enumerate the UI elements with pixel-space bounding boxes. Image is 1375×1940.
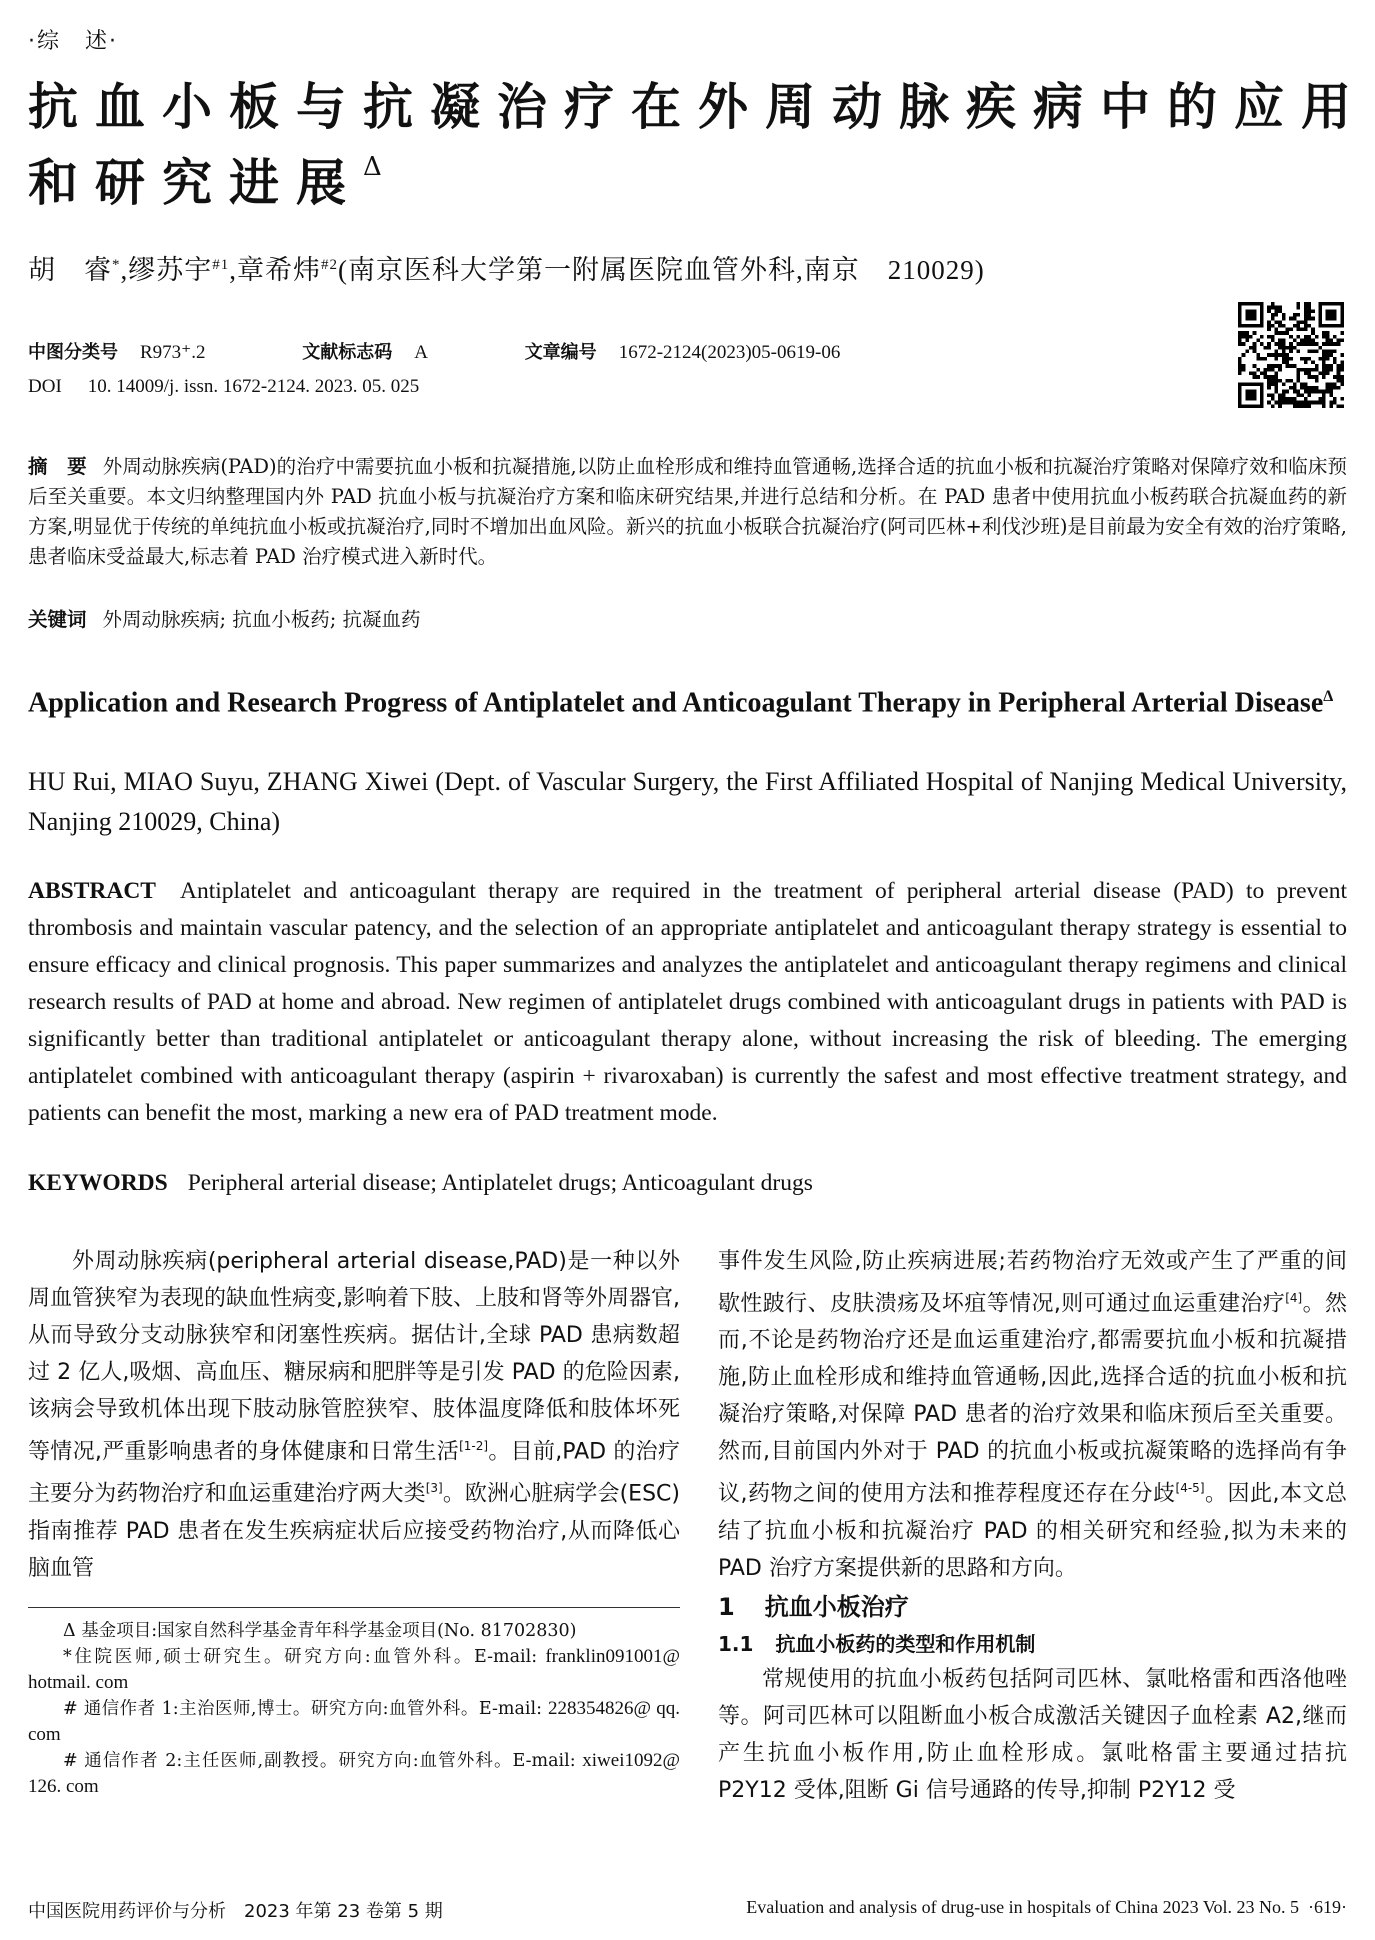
keywords-en-text: Peripheral arterial disease; Antiplatelet drugs; Anticoagulant drugs — [187, 1170, 813, 1196]
doc-code-label: 文献标志码 — [302, 342, 393, 363]
footnote-divider — [28, 1607, 680, 1608]
paragraph: 外周动脉疾病(peripheral arterial disease,PAD)是一种以外周血管狭窄为表现的缺血性病变,影响着下肢、上肢和肾等外周器官,从而导致分支动脉狭窄和闭塞性疾病。据估计,全球 PAD 患病数超过 2 亿人,吸烟、高血压、糖尿病和肥胖等是引发 PAD 的危险因素,该病会导致机体出现下肢动脉管腔狭窄、肢体温度降低和肢体坏死等情况,严重影响患者的身体健康和日常生活[1-2]。目前,PAD 的治疗主要分为药物治疗和血运重建治疗两大类[3]。欧洲心脏病学会(ESC)指南推荐 PAD 患者在发生疾病症状后应接受药物治疗,从而降低心脑血管 — [28, 1249, 680, 1581]
doi-value: 10. 14009/j. issn. 1672-2124. 2023. 05. 025 — [87, 376, 420, 397]
section-heading-1-1: 1.1 抗血小板药的类型和作用机制 — [718, 1631, 1036, 1656]
qr-code-graphic — [1238, 302, 1344, 408]
clc-value: R973⁺.2 — [140, 342, 206, 363]
footer-journal-cn: 中国医院用药评价与分析 2023 年第 23 卷第 5 期 — [28, 1901, 443, 1922]
article-no-value: 1672-2124(2023)05-0619-06 — [618, 342, 841, 363]
footnote-corr2: # 通信作者 2:主任医师,副教授。研究方向:血管外科。E-mail: xiwei1092@ 126. com — [28, 1750, 680, 1797]
paragraph: 常规使用的抗血小板药包括阿司匹林、氯吡格雷和西洛他唑等。阿司匹林可以阻断血小板合成激活关键因子血栓素 A2,继而产生抗血小板作用,防止血栓形成。氯吡格雷主要通过拮抗 P2Y12 受体,阻断 Gi 信号通路的传导,抑制 P2Y12 受 — [718, 1666, 1347, 1803]
body-column-left — [28, 1243, 680, 1587]
qr-code-icon[interactable] — [1238, 302, 1344, 408]
paragraph: 事件发生风险,防止疾病进展;若药物治疗无效或产生了严重的间歇性跛行、皮肤溃疡及坏疽等情况,则可通过血运重建治疗[4]。然而,不论是药物治疗还是血运重建治疗,都需要抗血小板和抗凝措施,防止血栓形成和维持血管通畅,因此,选择合适的抗血小板和抗凝治疗策略,对保障 PAD 患者的治疗效果和临床预后至关重要。然而,目前国内外对于 PAD 的抗血小板或抗凝策略的选择尚有争议,药物之间的使用方法和推荐程度还存在分歧[4-5]。因此,本文总结了抗血小板和抗凝治疗 PAD 的相关研究和经验,拟为未来的 PAD 治疗方案提供新的思路和方向。 — [718, 1249, 1348, 1581]
citation-link[interactable]: [3] — [425, 1481, 443, 1496]
article-no-label: 文章编号 — [524, 342, 597, 363]
abstract-cn — [28, 452, 1347, 572]
article-title-en: Application and Research Progress of Antiplatelet and Anticoagulant Therapy in Peripheral Arterial Disease$^\Delta$ — [28, 687, 1334, 719]
email-link[interactable]: franklin091001@ hotmail. com — [28, 1646, 680, 1693]
abstract-en-label: ABSTRACT — [28, 878, 156, 904]
page-number: ·619· — [1308, 1897, 1347, 1917]
abstract-en — [28, 873, 1347, 1132]
footnote-fund: Δ 基金项目:国家自然科学基金青年科学基金项目(No. 81702830) — [63, 1621, 577, 1641]
footnote-corr1: # 通信作者 1:主治医师,博士。研究方向:血管外科。E-mail: 228354826@ qq. com — [28, 1698, 680, 1745]
citation-link[interactable]: [4-5] — [1175, 1481, 1205, 1496]
clc-label: 中图分类号 — [28, 342, 118, 363]
affiliation-cn: (南京医科大学第一附属医院血管外科,南京 210029) — [338, 255, 985, 285]
author-name: 缪苏宇 — [128, 255, 213, 285]
funding-mark-en: Δ — [1323, 688, 1334, 705]
classification-row — [28, 338, 840, 364]
footnote-author1: *住院医师,硕士研究生。研究方向:血管外科。E-mail: franklin091001@ hotmail. com — [28, 1646, 680, 1693]
keywords-cn-label: 关键词 — [28, 608, 87, 631]
footer-journal-en: Evaluation and analysis of drug-use in hospitals of China 2023 Vol. 23 No. 5 ·619· — [746, 1897, 1347, 1917]
body-column-right — [718, 1243, 1347, 1809]
citation-link[interactable]: [4] — [1285, 1291, 1303, 1305]
email-link[interactable]: 228354826@ qq. com — [28, 1698, 680, 1745]
abstract-cn-text: 外周动脉疾病(PAD)的治疗中需要抗血小板和抗凝措施,以防止血栓形成和维持血管通畅,选择合适的抗血小板和抗凝治疗策略对保障疗效和临床预后至关重要。本文归纳整理国内外 PAD 抗血小板与抗凝治疗方案和临床研究结果,并进行总结和分析。在 PAD 患者中使用抗血小板药联合抗凝血药的新方案,明显优于传统的单纯抗血小板或抗凝治疗,同时不增加出血风险。新兴的抗血小板联合抗凝治疗(阿司匹林+利伐沙班)是目前最为安全有效的治疗策略,患者临床受益最大,标志着 PAD 治疗模式进入新时代。 — [28, 455, 1347, 568]
section-tag: ·综 述· — [28, 29, 118, 54]
article-title-cn-line1: 抗血小板与抗凝治疗在外周动脉疾病中的应用 — [28, 77, 1368, 136]
doi-label: DOI — [28, 376, 62, 397]
keywords-cn — [28, 604, 421, 632]
citation-link[interactable]: [1-2] — [459, 1439, 489, 1453]
keywords-en-label: KEYWORDS — [28, 1170, 168, 1196]
doi-row — [28, 376, 419, 398]
keywords-cn-text: 外周动脉疾病; 抗血小板药; 抗凝血药 — [102, 608, 421, 631]
abstract-cn-label: 摘 要 — [28, 455, 87, 478]
funding-mark: Δ — [363, 152, 382, 182]
authors-cn: 胡 睿*,缪苏宇$^{\#1}$,章希炜$^{\#2}$(南京医科大学第一附属医院血管外科,南京 210029) — [28, 255, 985, 285]
author-name: 章希炜 — [237, 255, 321, 285]
doc-code-value: A — [414, 342, 428, 363]
article-title-cn-line2: 和研究进展$^\Delta$ — [28, 152, 382, 212]
email-link[interactable]: xiwei1092@ 126. com — [28, 1750, 680, 1797]
abstract-en-text: Antiplatelet and anticoagulant therapy are required in the treatment of peripheral arterial disease (PAD) to prevent thrombosis and maintain vascular patency, and the selection of an appropriate antiplatelet and anticoagulant therapy strategy is essential to ensure efficacy and clinical prognosis. This paper summarizes and analyzes the antiplatelet and anticoagulant therapy regimens and clinical research results of PAD at home and abroad. New regimen of antiplatelet drugs combined with anticoagulant drugs in patients with PAD is significantly better than traditional antiplatelet or anticoagulant therapy alone, without increasing the risk of bleeding. The emerging antiplatelet combined with anticoagulant therapy (aspirin + rivaroxaban) is currently the safest and most effective treatment strategy, and patients can benefit the most, marking a new era of PAD treatment mode. — [28, 878, 1347, 1126]
keywords-en — [28, 1170, 813, 1197]
author-name: 胡 睿 — [28, 255, 112, 285]
footnotes — [28, 1618, 680, 1800]
section-heading-1: 1 抗血小板治疗 — [718, 1592, 909, 1621]
authors-en: HU Rui, MIAO Suyu, ZHANG Xiwei (Dept. of Vascular Surgery, the First Affiliated Hospital of Nanjing Medical University, Nanjing 210029, China) — [28, 767, 1347, 836]
